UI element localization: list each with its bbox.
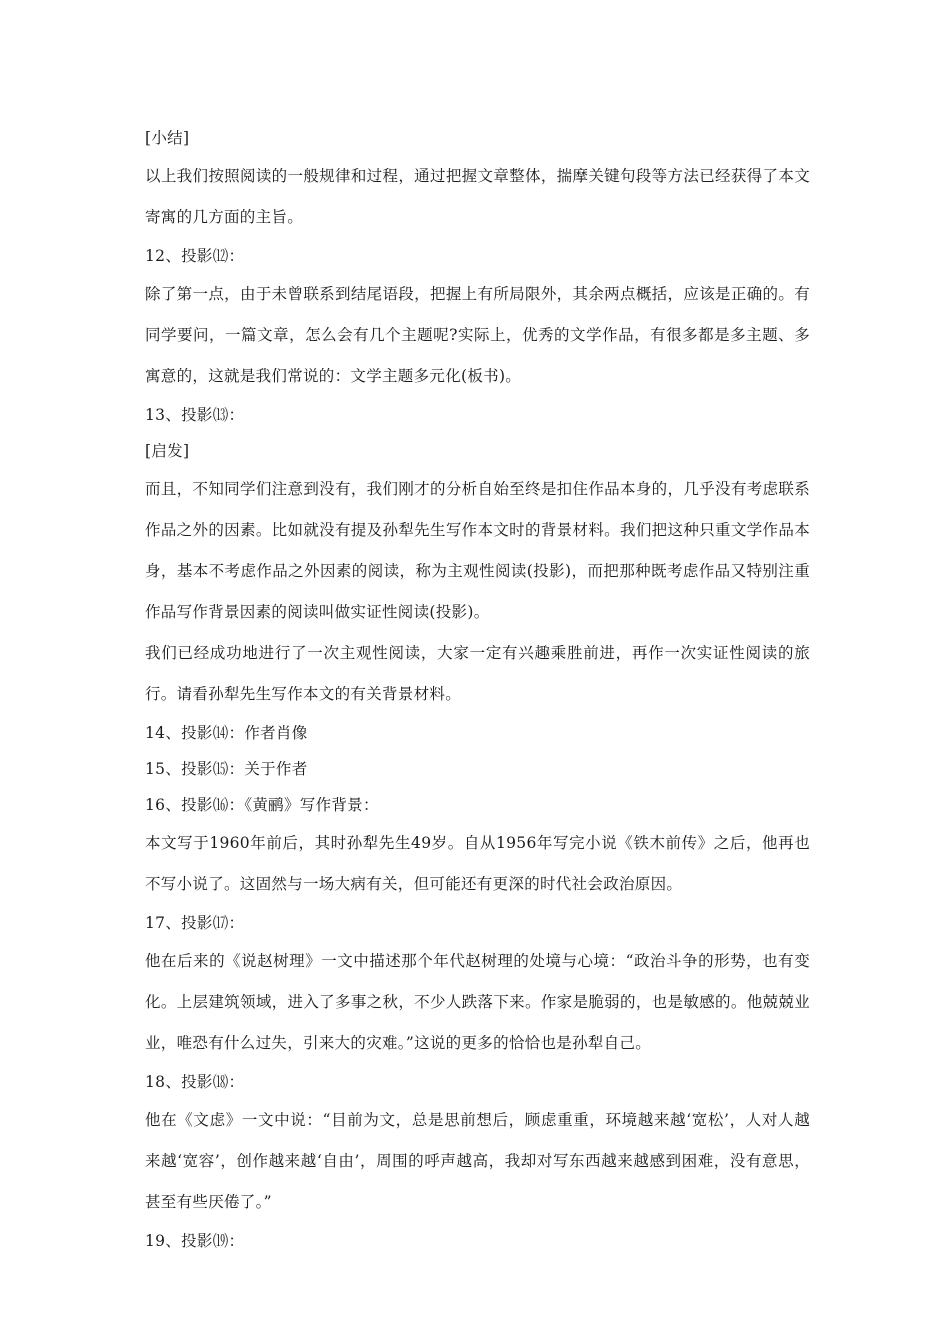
slide-label-15: 15、投影⒂：关于作者 xyxy=(145,760,308,778)
body-text xyxy=(145,120,810,1259)
slide-label-16: 16、投影⒃：《黄鹂》写作背景： xyxy=(145,796,379,814)
slide-label-12: 12、投影⑿： xyxy=(145,247,245,265)
slide-label-13: 13、投影⒀： xyxy=(145,406,245,424)
paragraph-multiple-themes: 除了第一点，由于未曾联系到结尾语段，把握上有所局限外，其余两点概括，应该是正确的。有同学要问，一篇文章，怎么会有几个主题呢?实际上，优秀的文学作品，有很多都是多主题、多寓意的，这就是我们常说的：文学主题多元化(板书)。 xyxy=(145,285,810,385)
paragraph-wenlv: 他在《文虑》一文中说：“目前为文，总是思前想后，顾虑重重，环境越来越‘宽松’，人对人越来越‘宽容’，创作越来越‘自由’，周围的呼声越高，我却对写东西越来越感到困难，没有意思，甚至有些厌倦了。” xyxy=(145,1111,810,1211)
slide-label-14: 14、投影⒁：作者肖像 xyxy=(145,724,308,742)
paragraph-reading-types: 而且，不知同学们注意到没有，我们刚才的分析自始至终是扣住作品本身的，几乎没有考虑联系作品之外的因素。比如就没有提及孙犁先生写作本文时的背景材料。我们把这种只重文学作品本身，基本不考虑作品之外因素的阅读，称为主观性阅读(投影)，而把那种既考虑作品又特别注重作品写作背景因素的阅读叫做实证性阅读(投影)。 xyxy=(145,480,810,621)
section-heading-inspiration: [启发] xyxy=(145,442,190,460)
slide-label-18: 18、投影⒅： xyxy=(145,1073,245,1091)
paragraph-zhao-shuli: 他在后来的《说赵树理》一文中描述那个年代赵树理的处境与心境：“政治斗争的形势，也有变化。上层建筑领域，进入了多事之秋，不少人跌落下来。作家是脆弱的，也是敏感的。他兢兢业业，唯恐有什么过失，引来大的灾难。”这说的更多的恰恰也是孙犁自己。 xyxy=(145,952,810,1052)
paragraph-background: 本文写于1960年前后，其时孙犁先生49岁。自从1956年写完小说《铁木前传》之后，他再也不写小说了。这固然与一场大病有关，但可能还有更深的时代社会政治原因。 xyxy=(145,834,810,893)
paragraph-empirical-reading: 我们已经成功地进行了一次主观性阅读，大家一定有兴趣乘胜前进，再作一次实证性阅读的旅行。请看孙犁先生写作本文的有关背景材料。 xyxy=(145,644,810,703)
section-heading-summary: [小结] xyxy=(145,129,190,147)
paragraph-summary: 以上我们按照阅读的一般规律和过程，通过把握文章整体，揣摩关键句段等方法已经获得了本文寄寓的几方面的主旨。 xyxy=(145,167,810,226)
slide-label-19: 19、投影⒆： xyxy=(145,1232,245,1250)
slide-label-17: 17、投影⒄： xyxy=(145,914,245,932)
